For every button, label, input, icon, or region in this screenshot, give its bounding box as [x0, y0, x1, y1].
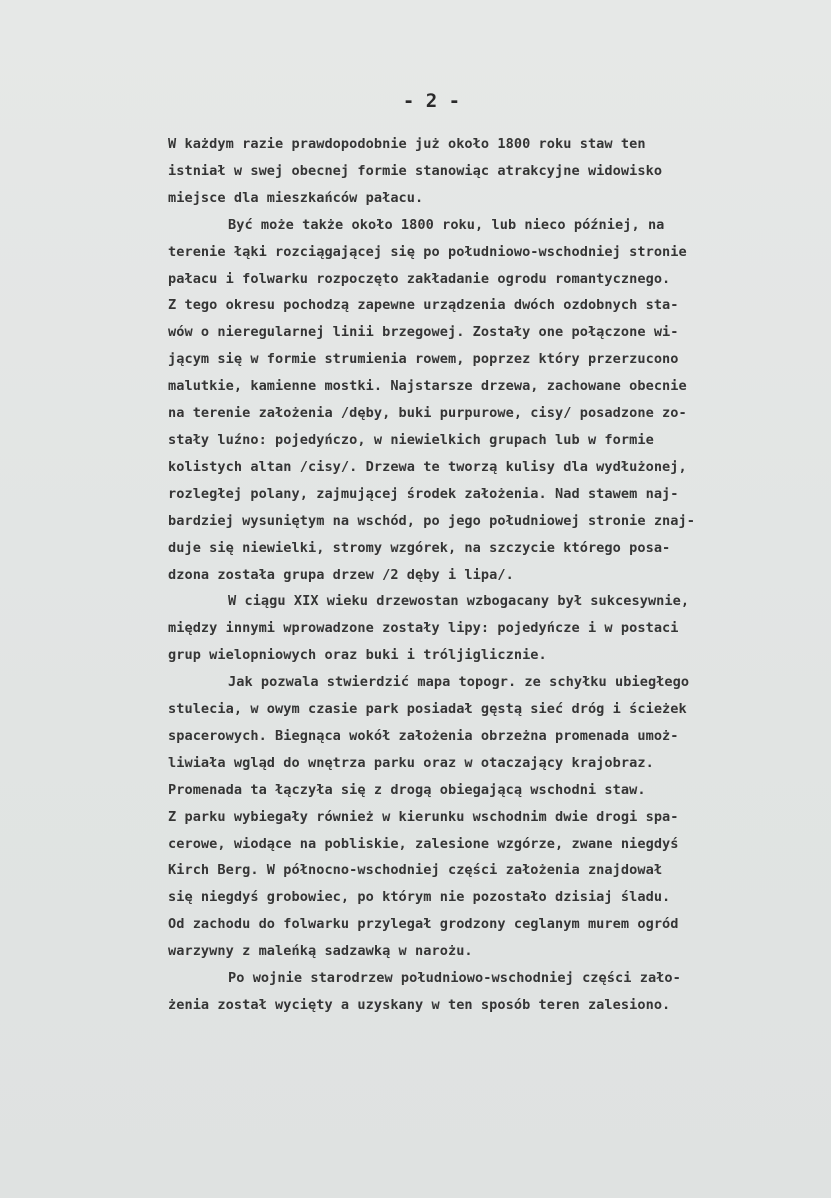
- text-line: Jak pozwala stwierdzić mapa topogr. ze schyłku ubiegłego: [228, 674, 690, 691]
- text-line: Po wojnie starodrzew południowo-wschodniej części zało-: [228, 970, 681, 987]
- text-line: się niegdyś grobowiec, po którym nie pozostało dzisiaj śladu.: [168, 889, 671, 906]
- text-line: warzywny z maleńką sadzawką w narożu.: [168, 943, 473, 960]
- text-line: malutkie, kamienne mostki. Najstarsze drzewa, zachowane obecnie: [168, 378, 687, 395]
- page-number: - 2 -: [402, 90, 461, 112]
- text-line: Z parku wybiegały również w kierunku wschodnim dwie drogi spa-: [168, 808, 679, 825]
- text-line: na terenie założenia /dęby, buki purpurowe, cisy/ posadzone zo-: [168, 405, 687, 422]
- text-line: Być może także około 1800 roku, lub nieco później, na: [228, 216, 665, 233]
- text-line: grup wielopniowych oraz buki i tróljiglicznie.: [168, 647, 547, 664]
- text-line: Z tego okresu pochodzą zapewne urządzenia dwóch ozdobnych sta-: [168, 297, 679, 314]
- text-line: spacerowych. Biegnąca wokół założenia obrzeżna promenada umoż-: [168, 727, 679, 744]
- text-line: W każdym razie prawdopodobnie już około 1800 roku staw ten: [168, 136, 646, 152]
- text-line: istniał w swej obecnej formie stanowiąc atrakcyjne widowisko: [168, 162, 663, 179]
- text-line: Od zachodu do folwarku przylegał grodzony ceglanym murem ogród: [168, 916, 679, 933]
- text-line: między innymi wprowadzone zostały lipy: pojedyńcze i w postaci: [168, 620, 679, 637]
- text-line: pałacu i folwarku rozpoczęto zakładanie ogrodu romantycznego.: [168, 270, 671, 287]
- text-line: cerowe, wiodące na pobliskie, zalesione wzgórze, zwane niegdyś: [168, 835, 679, 852]
- text-line: stały luźno: pojedyńczo, w niewielkich grupach lub w formie: [168, 431, 654, 448]
- text-line: wów o nieregularnej linii brzegowej. Zostały one połączone wi-: [168, 324, 679, 341]
- text-line: liwiała wgląd do wnętrza parku oraz w otaczający krajobraz.: [168, 754, 654, 771]
- text-line: rozległej polany, zajmującej środek założenia. Nad stawem naj-: [168, 485, 679, 502]
- text-line: Kirch Berg. W północno-wschodniej części założenia znajdował: [168, 862, 663, 879]
- text-line: terenie łąki rozciągającej się po południowo-wschodniej stronie: [168, 243, 687, 260]
- text-line: dzona została grupa drzew /2 dęby i lipa/.: [168, 566, 514, 583]
- text-line: żenia został wycięty a uzyskany w ten sposób teren zalesiono.: [168, 997, 671, 1013]
- text-line: miejsce dla mieszkańców pałacu.: [168, 189, 424, 206]
- text-line: stulecia, w owym czasie park posiadał gęstą sieć dróg i ścieżek: [168, 701, 687, 718]
- text-line: bardziej wysuniętym na wschód, po jego południowej stronie znaj-: [168, 512, 695, 529]
- body-text: [168, 131, 808, 1019]
- text-line: Promenada ta łączyła się z drogą obiegającą wschodni staw.: [168, 781, 646, 798]
- text-line: duje się niewielki, stromy wzgórek, na szczycie którego posa-: [168, 539, 671, 556]
- text-line: kolistych altan /cisy/. Drzewa te tworzą kulisy dla wydłużonej,: [168, 458, 687, 475]
- text-line: jącym się w formie strumienia rowem, poprzez który przerzucono: [168, 351, 679, 368]
- text-line: W ciągu XIX wieku drzewostan wzbogacany był sukcesywnie,: [228, 593, 690, 610]
